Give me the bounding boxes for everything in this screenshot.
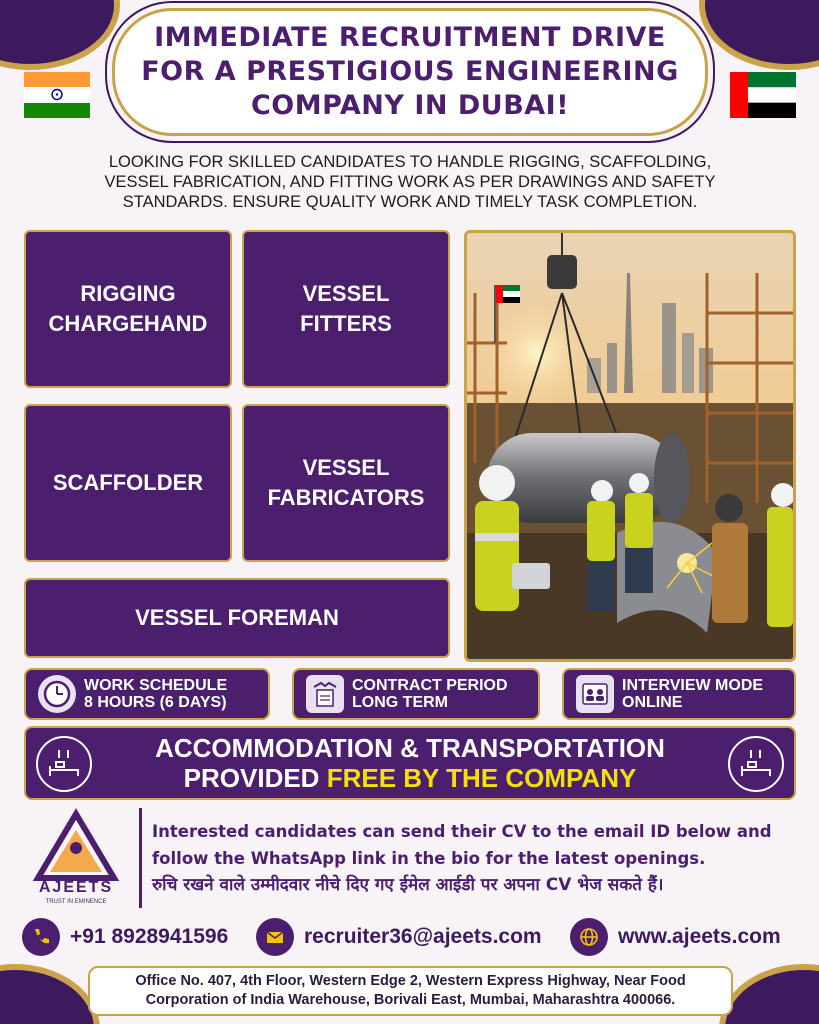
- video-interview-icon: [576, 675, 614, 713]
- corner-decoration-bottom-left: [0, 964, 100, 1024]
- contract-period-card: [292, 668, 540, 720]
- accommodation-banner: [24, 726, 796, 800]
- description-line-1: LOOKING FOR SKILLED CANDIDATES TO HANDLE RIGGING, SCAFFOLDING,: [108, 153, 712, 171]
- accommodation-line-2: PROVIDED: [183, 763, 327, 793]
- role-card-scaffolder: [24, 404, 232, 562]
- role-card-vessel-foreman: [24, 578, 450, 658]
- divider: [139, 808, 142, 908]
- website-url[interactable]: www.ajeets.com: [618, 925, 781, 948]
- role-label: VESSEL: [302, 281, 390, 306]
- role-label: RIGGING: [80, 281, 176, 306]
- headline-line-2: FOR A PRESTIGIOUS ENGINEERING: [141, 56, 679, 87]
- role-card-vessel-fabricators: [242, 404, 450, 562]
- phone-contact[interactable]: [22, 917, 228, 957]
- role-label: VESSEL: [302, 455, 390, 480]
- handshake-contract-icon: [306, 675, 344, 713]
- phone-icon: [22, 918, 60, 956]
- logo-tagline: TRUST IN EMINENCE: [45, 899, 107, 905]
- corner-decoration-bottom-right: [719, 964, 819, 1024]
- phone-number[interactable]: +91 8928941596: [70, 925, 229, 948]
- work-schedule-value: 8 HOURS (6 DAYS): [84, 694, 227, 711]
- job-description: [30, 152, 790, 212]
- accommodation-highlight: FREE BY THE COMPANY: [326, 763, 637, 793]
- work-schedule-label: WORK SCHEDULE: [84, 677, 228, 694]
- email-contact[interactable]: [256, 917, 542, 957]
- clock-icon: [38, 675, 76, 713]
- role-label: FITTERS: [300, 311, 392, 336]
- application-instructions: [152, 818, 812, 899]
- logo-brand: AJEETS: [38, 879, 114, 896]
- uae-flag-icon: [730, 72, 796, 118]
- construction-site-photo: [464, 230, 796, 662]
- role-label: VESSEL FOREMAN: [135, 605, 339, 630]
- cta-line-hindi: रुचि रखने वाले उम्मीदवार नीचे दिए गए ईमेल आईडी पर अपना CV भेज सकते हैं।: [152, 875, 664, 895]
- role-card-rigging-chargehand: [24, 230, 232, 388]
- corner-decoration-top-right: [699, 0, 819, 70]
- description-line-2: VESSEL FABRICATION, AND FITTING WORK AS PER DRAWINGS AND SAFETY: [104, 173, 716, 191]
- headline-line-1: IMMEDIATE RECRUITMENT DRIVE: [154, 22, 666, 53]
- interview-mode-value: ONLINE: [622, 694, 683, 711]
- corner-decoration-top-left: [0, 0, 120, 70]
- headline-banner: [112, 8, 708, 136]
- address-line-2: Corporation of India Warehouse, Borivali East, Mumbai, Maharashtra 400066.: [145, 992, 676, 1008]
- globe-icon: [570, 918, 608, 956]
- office-address: [88, 966, 733, 1016]
- address-line-1: Office No. 407, 4th Floor, Western Edge 2, Western Express Highway, Near Food: [135, 973, 686, 989]
- role-label: CHARGEHAND: [48, 311, 208, 336]
- role-label: SCAFFOLDER: [52, 470, 204, 495]
- interview-mode-label: INTERVIEW MODE: [622, 677, 764, 694]
- role-label: FABRICATORS: [267, 485, 425, 510]
- ajeets-logo: [22, 808, 130, 906]
- india-flag-icon: [24, 72, 90, 118]
- contract-period-value: LONG TERM: [352, 694, 448, 711]
- hotel-bed-dining-icon: [36, 736, 92, 792]
- headline-line-3: COMPANY IN DUBAI!: [250, 90, 570, 121]
- cta-line-1: Interested candidates can send their CV to the email ID below and: [152, 822, 772, 841]
- role-card-vessel-fitters: [242, 230, 450, 388]
- interview-mode-card: [562, 668, 796, 720]
- cta-line-2: follow the WhatsApp link in the bio for the latest openings.: [152, 849, 706, 868]
- hotel-bed-dining-icon: [728, 736, 784, 792]
- email-address[interactable]: recruiter36@ajeets.com: [304, 925, 542, 948]
- website-contact[interactable]: [570, 917, 781, 957]
- description-line-3: STANDARDS. ENSURE QUALITY WORK AND TIMELY TASK COMPLETION.: [122, 193, 698, 211]
- mail-icon: [256, 918, 294, 956]
- work-schedule-card: [24, 668, 270, 720]
- accommodation-line-1: ACCOMMODATION & TRANSPORTATION: [155, 733, 665, 763]
- contract-period-label: CONTRACT PERIOD: [352, 677, 508, 694]
